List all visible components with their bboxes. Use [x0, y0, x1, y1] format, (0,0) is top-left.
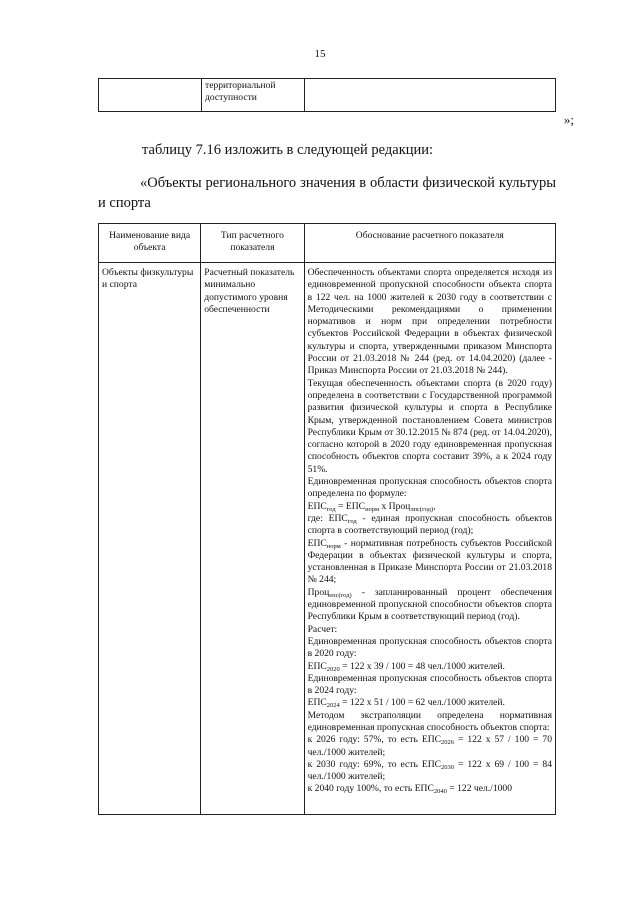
calc-2020-formula: $ЕПС_{2020} = 122$ x 39 / 100 = 48 чел./1000 жителей. — [307, 660, 505, 673]
projection-2040: к 2040 году 100%, то есть $ЕПС_{2040} = 122$ чел./1000 — [307, 783, 513, 796]
continued-table-row — [98, 78, 556, 112]
table-row — [99, 263, 556, 815]
formula-percent-line: Проц$_{епс(год)}$ - запланированный процент обеспечения единовременной пропускной способности объектов спорта Республики Крым в соответствующий период (год). — [307, 586, 552, 623]
closing-quote: »; — [563, 112, 574, 127]
top-table-cell-3 — [305, 79, 556, 112]
indicator-type-cell: Расчетный показатель минимально допустимого уровня обеспеченности — [201, 263, 304, 815]
table-header-row — [99, 224, 556, 263]
justification-paragraph-2: Текущая обеспеченность объектами спорта (в 2020 году) определена в соответствии с Государственной программой развития физической культуры и спорта в Республике Крым, утвержденной постановлением Совета министров Республики Крым от 30.12.2015 № 874 (ред. от 14.04.2020), согласно которой в 2020 году единовременная пропускная способность объектов спорта составит 39%, а к 2024 году 51%. — [307, 377, 552, 475]
calc-2024-text: Единовременная пропускная способность объектов спорта в 2024 году: — [307, 672, 552, 697]
calculation-label: Расчет: — [307, 623, 338, 635]
header-justification: Обоснование расчетного показателя — [304, 224, 555, 263]
instruction-text: таблицу 7.16 изложить в следующей редакции: — [142, 142, 434, 158]
extrapolation-text: Методом экстраполяции определена нормативная единовременная пропускная способность объектов спорта: — [307, 709, 552, 733]
top-table-cell-1 — [99, 79, 202, 112]
object-name-cell: Объекты физкультуры и спорта — [99, 263, 201, 815]
formula-line: $ЕПС_{год} = ЕПС_{норм}$ x Проц$_{лпс(год)}$, — [307, 500, 436, 513]
formula-norm-line: $ЕПС_{норм}$ - нормативная потребность субъектов Российской Федерации в объектах физической культуры и спорта, установленная в Приказе Минспорта России от 21.03.2018 № 244; — [307, 537, 552, 586]
justification-cell — [304, 263, 555, 815]
calc-2024-formula: $ЕПС_{2024} = 122$ x 51 / 100 = 62 чел./1000 жителей. — [307, 697, 505, 710]
table-heading: «Объекты регионального значения в области физической культуры и спорта — [98, 175, 556, 211]
top-table-cell-2: территориальной доступности — [202, 79, 305, 112]
justification-paragraph-1: Обеспеченность объектами спорта определяется исходя из единовременной пропускной способности объекта спорта в 122 чел. на 1000 жителей к 2030 году в соответствии с Методическими рекомендациями о применении нормативов и норм при определении потребности субъектов Российской Федерации в объектах физической культуры и спорта, утвержденными приказом Минспорта России от 21.03.2018 № 244 (ред. от 14.04.2020) (далее - Приказ Минспорта России от 21.03.2018 № 244). — [307, 267, 552, 377]
table-7-16 — [98, 223, 556, 815]
header-indicator-type: Тип расчетного показателя — [201, 224, 304, 263]
page-number: 15 — [314, 48, 326, 60]
formula-where-line: где: $ЕПС_{год}$ - единая пропускная способность объектов спорта в соответствующий период (год); — [307, 512, 552, 537]
projection-2026: к 2026 году: 57%, то есть $ЕПС_{2026} = 122$ x 57 / 100 = 70 чел./1000 жителей; — [307, 734, 552, 758]
header-object-type: Наименование вида объекта — [99, 224, 201, 263]
justification-paragraph-3: Единовременная пропускная способность объектов спорта определена по формуле: — [307, 476, 552, 500]
calc-2020-text: Единовременная пропускная способность объектов спорта в 2020 году: — [307, 635, 552, 660]
projection-2030: к 2030 году: 69%, то есть $ЕПС_{2030} = 122$ x 69 / 100 = 84 чел./1000 жителей; — [307, 758, 552, 783]
